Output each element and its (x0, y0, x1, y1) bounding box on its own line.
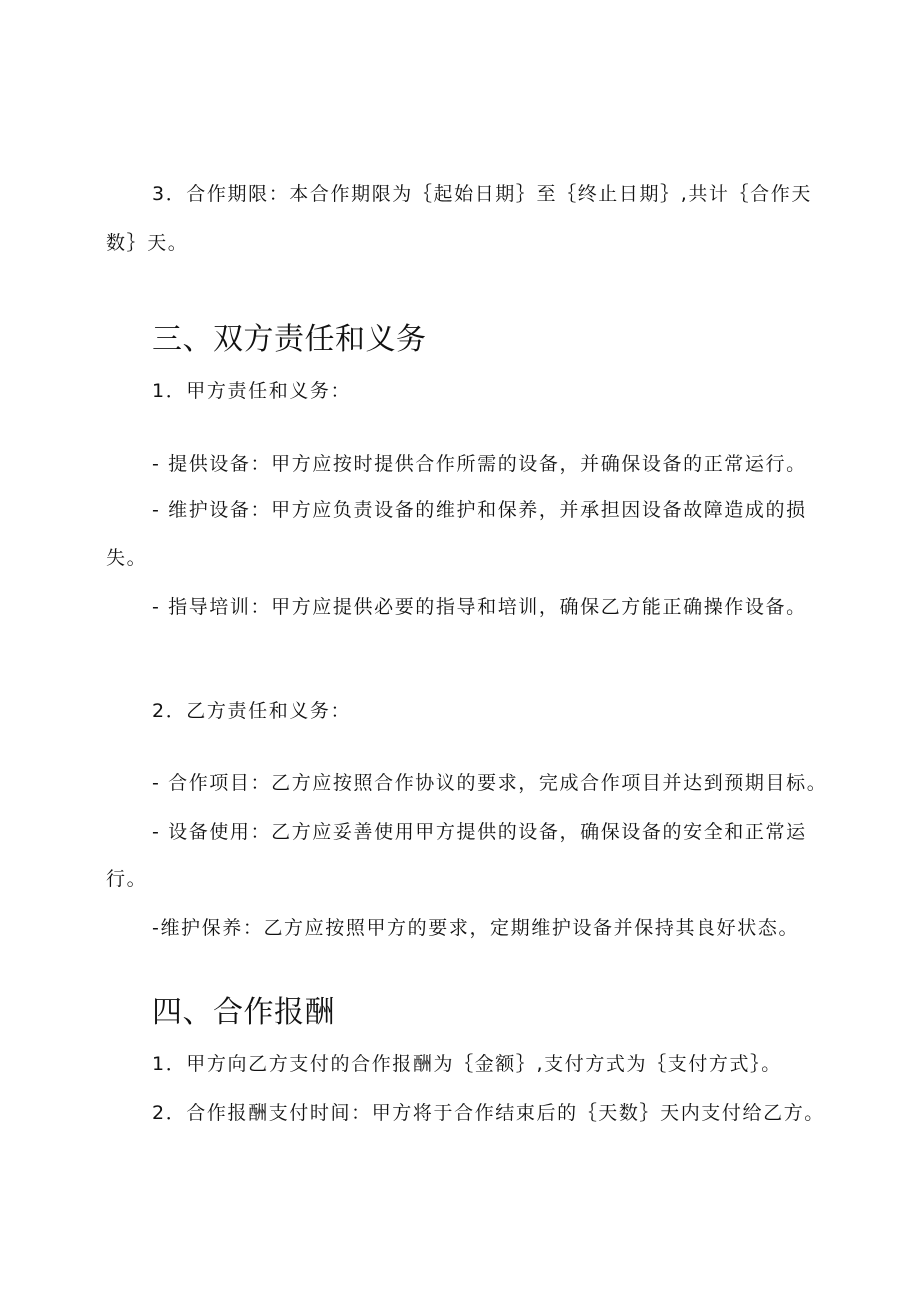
party-a-item-maintenance: - 维护设备：甲方应负责设备的维护和保养，并承担因设备故障造成的损 (152, 499, 807, 521)
party-b-item-project: - 合作项目：乙方应按照合作协议的要求，完成合作项目并达到预期目标。 (152, 772, 828, 794)
party-b-item-usage-cont: 行。 (106, 868, 148, 890)
party-a-item-training: - 指导培训：甲方应提供必要的指导和培训，确保乙方能正确操作设备。 (152, 596, 807, 618)
section4-heading: 四、合作报酬 (152, 995, 335, 1030)
party-a-title: 1．甲方责任和义务： (152, 380, 352, 402)
party-a-item-maintenance-cont: 失。 (106, 547, 148, 569)
term-clause-line2: 数｝天。 (106, 232, 189, 254)
party-b-item-usage: - 设备使用：乙方应妥善使用甲方提供的设备，确保设备的安全和正常运 (152, 821, 807, 843)
section3-heading: 三、双方责任和义务 (152, 322, 427, 357)
term-clause-line1: 3．合作期限：本合作期限为｛起始日期｝至｛终止日期｝,共计｛合作天 (152, 183, 812, 205)
payment-time-clause: 2．合作报酬支付时间：甲方将于合作结束后的｛天数｝天内支付给乙方。 (152, 1102, 825, 1124)
party-b-item-upkeep: -维护保养：乙方应按照甲方的要求，定期维护设备并保持其良好状态。 (152, 917, 800, 939)
party-a-item-equipment: - 提供设备：甲方应按时提供合作所需的设备，并确保设备的正常运行。 (152, 453, 807, 475)
payment-amount-clause: 1．甲方向乙方支付的合作报酬为｛金额｝,支付方式为｛支付方式｝。 (152, 1053, 782, 1075)
party-b-title: 2．乙方责任和义务： (152, 700, 352, 722)
